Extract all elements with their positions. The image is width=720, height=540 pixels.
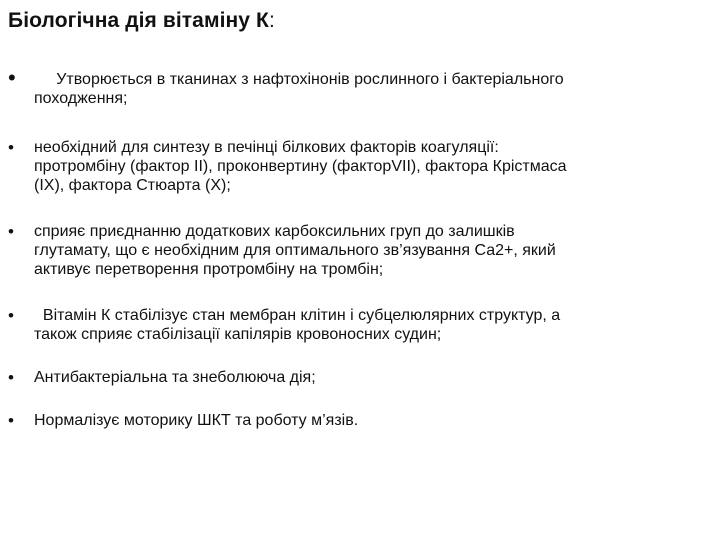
- bullet-marker: •: [8, 138, 14, 157]
- bullet-marker: •: [8, 306, 14, 325]
- bullet-text: сприяє приєднанню додаткових карбоксильних груп до залишків глутамату, що є необхідним для оптимального зв’язування Са2+, який активує перетворення протромбіну на тромбін;: [34, 223, 556, 278]
- bullet-marker: •: [8, 411, 14, 430]
- bullet-text: Нормалізує моторику ШКТ та роботу м’язів.: [34, 412, 359, 429]
- bullet-marker: •: [8, 368, 14, 387]
- bullet-text: Вітамін К стабілізує стан мембран клітин і субцелюлярних структур, а також сприяє стабілізації капілярів кровоносних судин;: [34, 307, 561, 343]
- bullet-text: необхідний для синтезу в печінці білкових факторів коагуляції: протромбіну (фактор II), проконвертину (факторVII), фактора Крістмаса (IX), фактора Стюарта (X);: [34, 139, 567, 194]
- bullet-marker: •: [8, 222, 14, 241]
- bullet-marker: •: [8, 65, 16, 90]
- bullet-text: Антибактеріальна та знеболююча дія;: [34, 369, 316, 386]
- slide-title-text: Біологічна дія вітаміну К: [8, 9, 269, 32]
- bullet-text: Утворюється в тканинах з нафтохінонів рослинного і бактеріального походження;: [34, 71, 564, 107]
- slide-title-colon: :: [268, 9, 275, 32]
